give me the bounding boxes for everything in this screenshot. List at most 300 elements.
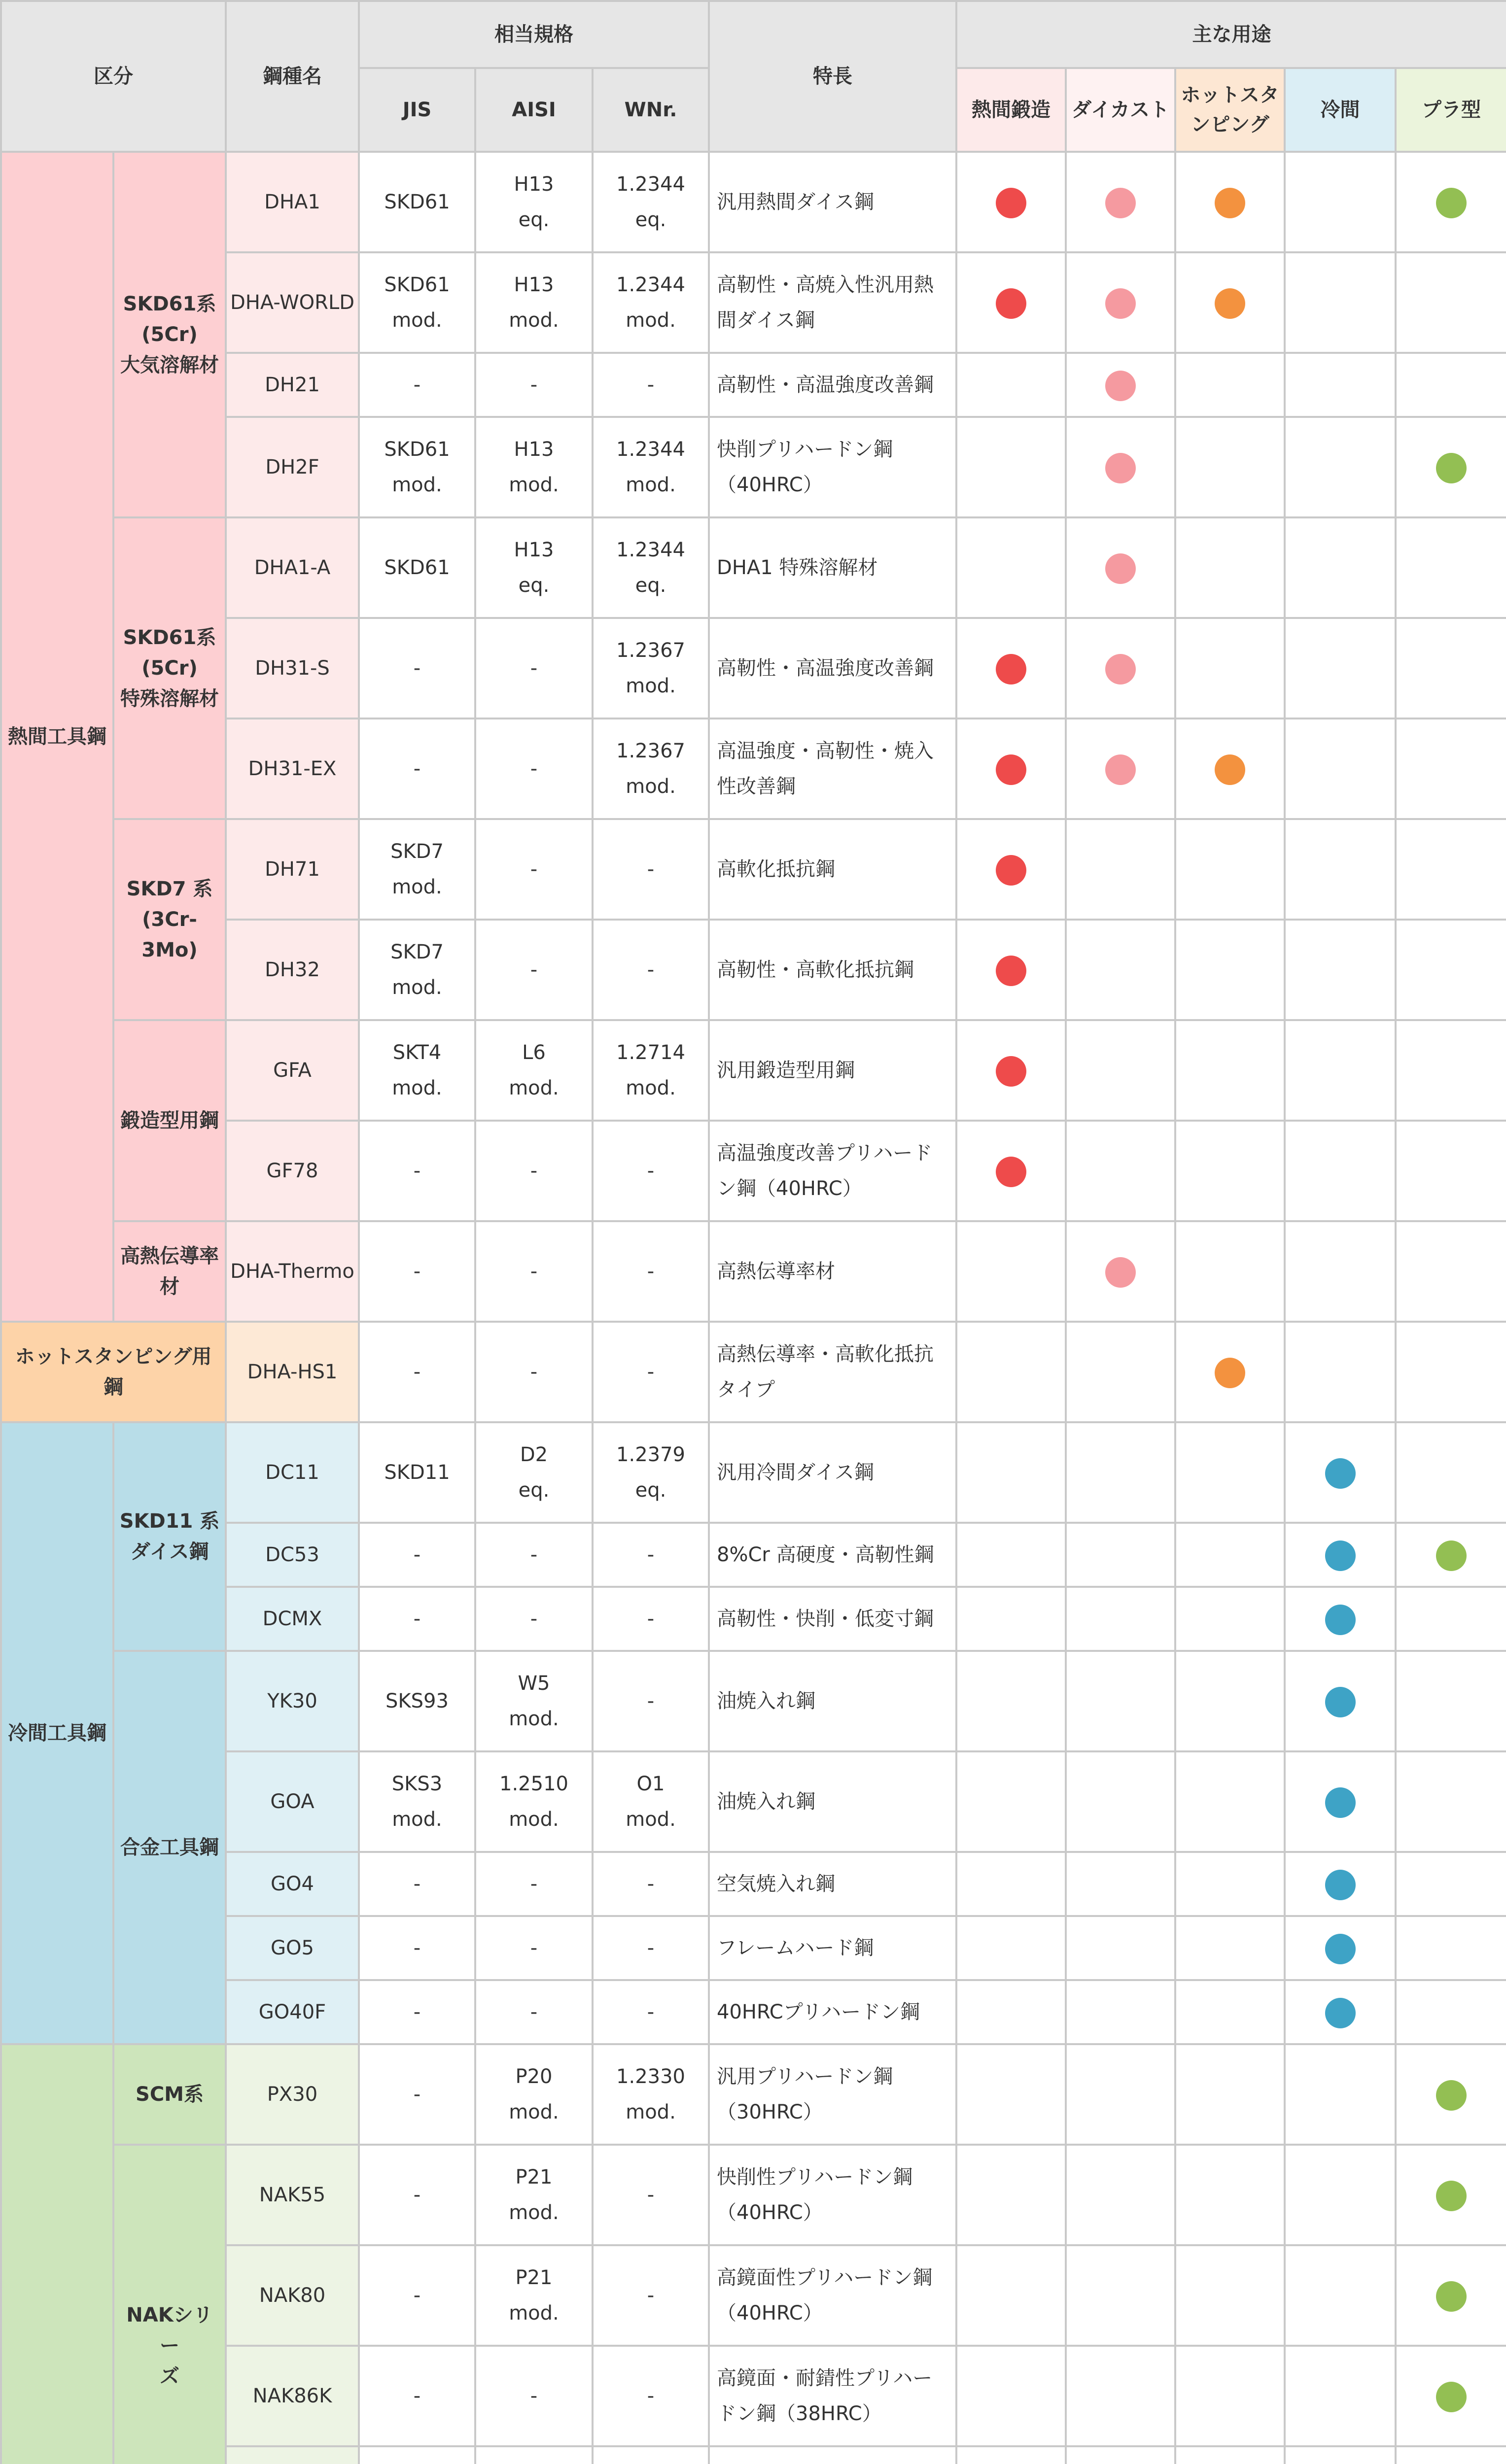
- subcategory-forging: [113, 1020, 226, 1221]
- use-cell-0: [956, 1523, 1066, 1587]
- feature-text-text: 高鏡面性プリハードン鋼 （40HRC）: [717, 2266, 933, 2325]
- use-cell-1: [1066, 152, 1175, 252]
- header-aisi-text: AISI: [512, 99, 556, 121]
- wnr-value: [593, 920, 709, 1020]
- use-cell-3: [1285, 2245, 1396, 2346]
- feature-text-text: 汎用プリハードン鋼 （30HRC）: [717, 2065, 893, 2123]
- feature-text-text: 高熱伝導率・高軟化抵抗タイプ: [717, 1343, 934, 1401]
- jis-value-text: SKD61: [384, 556, 450, 579]
- use-cell-3: [1285, 152, 1396, 252]
- feature-text: [709, 1751, 956, 1852]
- aisi-value: [475, 1523, 593, 1587]
- use-cell-3: [1285, 1523, 1396, 1587]
- steel-name: [226, 1587, 359, 1651]
- table-row: [1, 2245, 1506, 2346]
- use-cell-3: [1285, 2446, 1396, 2464]
- feature-text: [709, 1020, 956, 1121]
- use-cell-1: [1066, 417, 1175, 517]
- jis-value: [359, 1020, 475, 1121]
- steel-name: [226, 2044, 359, 2145]
- jis-value-text: -: [413, 1543, 421, 1566]
- steel-name: [226, 1751, 359, 1852]
- subcategory-forging-text: 鍛造型用鋼: [120, 1109, 219, 1132]
- subcategory-skd61_air-text: SKD61系 (5Cr) 大気溶解材: [120, 293, 219, 376]
- jis-value-text: -: [413, 2083, 421, 2106]
- steel-name-text: DH21: [265, 374, 320, 396]
- usage-dot: [996, 288, 1026, 319]
- category-hot_stamp: [1, 1322, 226, 1422]
- wnr-value: [593, 1020, 709, 1121]
- use-cell-0: [956, 1322, 1066, 1422]
- wnr-value-text: -: [647, 1361, 655, 1383]
- header-jis: [359, 68, 475, 152]
- table-row: [1, 819, 1506, 920]
- use-cell-3: [1285, 2145, 1396, 2245]
- aisi-value: [475, 1322, 593, 1422]
- use-cell-2: [1175, 1852, 1285, 1916]
- aisi-value: [475, 1020, 593, 1121]
- aisi-value-text: -: [530, 2001, 538, 2023]
- use-cell-1: [1066, 517, 1175, 618]
- use-cell-3: [1285, 1121, 1396, 1221]
- wnr-value: [593, 2044, 709, 2145]
- header-category-text: 区分: [94, 65, 133, 88]
- subcategory-skd7: [113, 819, 226, 1020]
- table-row: [1, 618, 1506, 719]
- use-cell-1: [1066, 1121, 1175, 1221]
- use-cell-4: [1396, 618, 1506, 719]
- steel-name: [226, 2346, 359, 2446]
- aisi-value: [475, 1422, 593, 1523]
- steel-name-text: DHA-HS1: [247, 1361, 338, 1383]
- aisi-value-text: H13 eq.: [514, 173, 554, 231]
- feature-text: [709, 1121, 956, 1221]
- jis-value-text: -: [413, 1361, 421, 1383]
- use-cell-1: [1066, 618, 1175, 719]
- category-hot_work-text: 熱間工具鋼: [8, 725, 106, 748]
- wnr-value: [593, 1121, 709, 1221]
- use-cell-2: [1175, 1916, 1285, 1980]
- use-cell-2: [1175, 1422, 1285, 1523]
- subcategory-skd61_air: [113, 152, 226, 517]
- use-cell-3: [1285, 1651, 1396, 1751]
- steel-name: [226, 2446, 359, 2464]
- usage-dot: [996, 1056, 1026, 1087]
- usage-dot: [1436, 2080, 1467, 2111]
- use-cell-2: [1175, 1121, 1285, 1221]
- steel-name: [226, 353, 359, 417]
- use-cell-4: [1396, 1121, 1506, 1221]
- category-plastic: [1, 2044, 113, 2464]
- usage-dot: [1105, 754, 1136, 785]
- use-cell-0: [956, 1980, 1066, 2044]
- steel-name-text: DHA-WORLD: [230, 291, 355, 314]
- wnr-value-text: -: [647, 2184, 655, 2206]
- feature-text: [709, 417, 956, 517]
- use-cell-1: [1066, 353, 1175, 417]
- wnr-value-text: 1.2379 eq.: [616, 1443, 685, 1502]
- jis-value: [359, 2145, 475, 2245]
- wnr-value-text: -: [647, 2385, 655, 2407]
- aisi-value-text: P20 mod.: [509, 2065, 559, 2123]
- use-cell-2: [1175, 2245, 1285, 2346]
- use-cell-0: [956, 618, 1066, 719]
- wnr-value: [593, 252, 709, 353]
- feature-text-text: 高靭性・高軟化抵抗鋼: [717, 958, 914, 981]
- feature-text-text: 高鏡面・耐錆性プリハードン鋼（38HRC）: [717, 2367, 933, 2425]
- jis-value-text: -: [413, 657, 421, 680]
- aisi-value-text: 1.2510 mod.: [499, 1773, 568, 1831]
- table-row: [1, 152, 1506, 252]
- use-cell-2: [1175, 1322, 1285, 1422]
- steel-name-text: DCMX: [262, 1608, 322, 1630]
- header-features: [709, 1, 956, 152]
- steel-name-text: DH31-S: [255, 657, 330, 680]
- feature-text-text: 高靭性・高温強度改善鋼: [717, 657, 934, 680]
- use-cell-4: [1396, 1523, 1506, 1587]
- steel-name: [226, 1916, 359, 1980]
- jis-value-text: -: [413, 1873, 421, 1895]
- use-cell-3: [1285, 920, 1396, 1020]
- wnr-value-text: -: [647, 958, 655, 981]
- subcategory-skd7-text: SKD7 系 (3Cr-3Mo): [126, 878, 213, 961]
- table-row: [1, 920, 1506, 1020]
- wnr-value-text: -: [647, 2001, 655, 2023]
- use-cell-4: [1396, 2245, 1506, 2346]
- use-cell-1: [1066, 819, 1175, 920]
- use-cell-4: [1396, 2346, 1506, 2446]
- jis-value: [359, 1916, 475, 1980]
- aisi-value: [475, 618, 593, 719]
- feature-text: [709, 618, 956, 719]
- usage-dot: [1436, 188, 1467, 218]
- use-header-2: [1175, 68, 1285, 152]
- wnr-value-text: -: [647, 1873, 655, 1895]
- use-cell-3: [1285, 719, 1396, 819]
- aisi-value: [475, 1221, 593, 1322]
- steel-name: [226, 1221, 359, 1322]
- header-aisi: [475, 68, 593, 152]
- jis-value: [359, 152, 475, 252]
- usage-dot: [996, 855, 1026, 886]
- use-cell-2: [1175, 2446, 1285, 2464]
- jis-value-text: -: [413, 2284, 421, 2307]
- use-cell-0: [956, 252, 1066, 353]
- use-cell-4: [1396, 1422, 1506, 1523]
- steel-name: [226, 1422, 359, 1523]
- header-uses-text: 主な用途: [1192, 23, 1271, 46]
- feature-text: [709, 2145, 956, 2245]
- header-row-1: [1, 1, 1506, 68]
- wnr-value-text: 1.2330 mod.: [616, 2065, 685, 2123]
- wnr-value: [593, 517, 709, 618]
- aisi-value: [475, 2145, 593, 2245]
- jis-value: [359, 1322, 475, 1422]
- usage-dot: [1105, 553, 1136, 584]
- steel-name: [226, 517, 359, 618]
- aisi-value: [475, 1751, 593, 1852]
- wnr-value-text: -: [647, 1608, 655, 1630]
- use-cell-1: [1066, 1523, 1175, 1587]
- feature-text-text: 高温強度改善プリハードン鋼（40HRC）: [717, 1142, 933, 1200]
- jis-value: [359, 1523, 475, 1587]
- table-row: [1, 517, 1506, 618]
- usage-dot: [1105, 188, 1136, 218]
- jis-value: [359, 1751, 475, 1852]
- usage-dot: [1215, 188, 1245, 218]
- feature-text: [709, 353, 956, 417]
- wnr-value-text: -: [647, 1690, 655, 1712]
- usage-dot: [1325, 1934, 1356, 1964]
- use-cell-0: [956, 1221, 1066, 1322]
- use-cell-2: [1175, 1651, 1285, 1751]
- wnr-value-text: -: [647, 1260, 655, 1283]
- feature-text: [709, 252, 956, 353]
- aisi-value-text: -: [530, 1260, 538, 1283]
- use-cell-0: [956, 2245, 1066, 2346]
- feature-text: [709, 1980, 956, 2044]
- header-category: [1, 1, 226, 152]
- use-cell-3: [1285, 1322, 1396, 1422]
- use-cell-4: [1396, 719, 1506, 819]
- table-row: [1, 1751, 1506, 1852]
- wnr-value: [593, 1651, 709, 1751]
- wnr-value-text: 1.2714 mod.: [616, 1041, 685, 1099]
- steel-name-text: DHA1-A: [254, 556, 331, 579]
- usage-dot: [1325, 1458, 1356, 1489]
- table-row: [1, 1587, 1506, 1651]
- use-cell-1: [1066, 2245, 1175, 2346]
- jis-value-text: SKD61 mod.: [384, 438, 450, 496]
- use-cell-4: [1396, 417, 1506, 517]
- steel-name-text: DH2F: [265, 456, 319, 479]
- use-cell-0: [956, 1916, 1066, 1980]
- feature-text: [709, 1852, 956, 1916]
- use-cell-0: [956, 2346, 1066, 2446]
- use-cell-3: [1285, 417, 1396, 517]
- use-cell-1: [1066, 2446, 1175, 2464]
- steel-name: [226, 1523, 359, 1587]
- usage-dot: [1325, 1787, 1356, 1818]
- use-cell-3: [1285, 2044, 1396, 2145]
- usage-dot: [1325, 1687, 1356, 1717]
- aisi-value-text: -: [530, 1608, 538, 1630]
- jis-value-text: -: [413, 1608, 421, 1630]
- use-cell-1: [1066, 719, 1175, 819]
- aisi-value: [475, 252, 593, 353]
- feature-text-text: 高温強度・高靭性・焼入性改善鋼: [717, 740, 934, 798]
- use-cell-4: [1396, 353, 1506, 417]
- use-cell-2: [1175, 1221, 1285, 1322]
- jis-value: [359, 920, 475, 1020]
- wnr-value-text: 1.2367 mod.: [616, 740, 685, 798]
- aisi-value: [475, 2446, 593, 2464]
- use-cell-0: [956, 417, 1066, 517]
- aisi-value-text: -: [530, 1361, 538, 1383]
- subcategory-skd61_special: [113, 517, 226, 819]
- aisi-value-text: W5 mod.: [509, 1672, 559, 1730]
- jis-value-text: -: [413, 1937, 421, 1959]
- aisi-value-text: -: [530, 1937, 538, 1959]
- use-cell-0: [956, 1651, 1066, 1751]
- use-cell-1: [1066, 1852, 1175, 1916]
- feature-text: [709, 1916, 956, 1980]
- use-cell-0: [956, 353, 1066, 417]
- wnr-value: [593, 2245, 709, 2346]
- jis-value-text: -: [413, 374, 421, 396]
- table-row: [1, 1980, 1506, 2044]
- aisi-value-text: D2 eq.: [518, 1443, 550, 1502]
- jis-value-text: SKS3 mod.: [391, 1773, 443, 1831]
- use-cell-3: [1285, 1221, 1396, 1322]
- subcategory-scm-text: SCM系: [136, 2083, 204, 2106]
- steel-name-text: DC11: [265, 1461, 319, 1484]
- usage-dot: [1436, 1540, 1467, 1571]
- table-row: [1, 2346, 1506, 2446]
- use-cell-2: [1175, 417, 1285, 517]
- use-cell-2: [1175, 152, 1285, 252]
- steel-name: [226, 252, 359, 353]
- aisi-value: [475, 2346, 593, 2446]
- wnr-value: [593, 618, 709, 719]
- wnr-value: [593, 152, 709, 252]
- jis-value: [359, 1121, 475, 1221]
- aisi-value: [475, 1651, 593, 1751]
- table-row: [1, 1422, 1506, 1523]
- table-row: [1, 1651, 1506, 1751]
- subcategory-skd61_special-text: SKD61系 (5Cr) 特殊溶解材: [120, 626, 219, 710]
- use-cell-1: [1066, 1916, 1175, 1980]
- use-cell-0: [956, 920, 1066, 1020]
- jis-value-text: SKD7 mod.: [390, 840, 444, 898]
- feature-text: [709, 1221, 956, 1322]
- wnr-value-text: 1.2344 eq.: [616, 173, 685, 231]
- use-cell-2: [1175, 819, 1285, 920]
- subcategory-scm: [113, 2044, 226, 2145]
- jis-value-text: SKD11: [384, 1461, 450, 1484]
- feature-text-text: 高軟化抵抗鋼: [717, 858, 836, 881]
- use-header-3-text: 冷間: [1320, 99, 1360, 121]
- feature-text: [709, 2346, 956, 2446]
- use-cell-4: [1396, 1020, 1506, 1121]
- steel-name-text: GF78: [266, 1160, 318, 1182]
- subcategory-skd11-text: SKD11 系 ダイス鋼: [119, 1510, 220, 1563]
- aisi-value-text: -: [530, 1160, 538, 1182]
- steel-name-text: NAK55: [259, 2184, 326, 2206]
- feature-text: [709, 1523, 956, 1587]
- aisi-value-text: -: [530, 958, 538, 981]
- aisi-value: [475, 152, 593, 252]
- usage-dot: [1436, 2281, 1467, 2312]
- use-cell-3: [1285, 1587, 1396, 1651]
- aisi-value: [475, 2044, 593, 2145]
- jis-value: [359, 2245, 475, 2346]
- usage-dot: [1436, 2181, 1467, 2211]
- steel-name: [226, 719, 359, 819]
- use-header-0-text: 熱間鍛造: [972, 99, 1051, 121]
- feature-text-text: 高靭性・快削・低変寸鋼: [717, 1608, 934, 1630]
- feature-text-text: 汎用鍛造型用鋼: [717, 1059, 855, 1082]
- jis-value-text: -: [413, 757, 421, 780]
- use-cell-4: [1396, 1916, 1506, 1980]
- use-cell-4: [1396, 1852, 1506, 1916]
- jis-value-text: -: [413, 2001, 421, 2023]
- use-cell-0: [956, 2044, 1066, 2145]
- aisi-value-text: H13 eq.: [514, 539, 554, 597]
- category-hot_stamp-text: ホットスタンピング用鋼: [15, 1345, 212, 1399]
- usage-dot: [996, 654, 1026, 684]
- wnr-value: [593, 2446, 709, 2464]
- feature-text: [709, 152, 956, 252]
- use-cell-1: [1066, 252, 1175, 353]
- wnr-value-text: -: [647, 1160, 655, 1182]
- use-header-1: [1066, 68, 1175, 152]
- jis-value: [359, 517, 475, 618]
- usage-dot: [1105, 371, 1136, 401]
- use-cell-3: [1285, 1980, 1396, 2044]
- use-cell-0: [956, 517, 1066, 618]
- use-cell-1: [1066, 1980, 1175, 2044]
- aisi-value-text: -: [530, 657, 538, 680]
- wnr-value: [593, 1852, 709, 1916]
- feature-text: [709, 819, 956, 920]
- header-wnr: [593, 68, 709, 152]
- steel-name: [226, 1651, 359, 1751]
- jis-value: [359, 618, 475, 719]
- jis-value: [359, 819, 475, 920]
- use-cell-3: [1285, 2346, 1396, 2446]
- steel-name-text: YK30: [267, 1690, 317, 1712]
- aisi-value-text: -: [530, 858, 538, 881]
- jis-value: [359, 1221, 475, 1322]
- use-cell-0: [956, 152, 1066, 252]
- use-cell-1: [1066, 2044, 1175, 2145]
- subcategory-high_conduct-text: 高熱伝導率 材: [120, 1245, 219, 1298]
- category-hot_work: [1, 152, 113, 1322]
- steel-name-text: DH32: [265, 958, 320, 981]
- use-cell-4: [1396, 2044, 1506, 2145]
- jis-value-text: SKD7 mod.: [390, 941, 444, 999]
- wnr-value-text: -: [647, 1543, 655, 1566]
- wnr-value: [593, 819, 709, 920]
- steel-name-text: DH31-EX: [248, 757, 337, 780]
- use-cell-4: [1396, 152, 1506, 252]
- usage-dot: [1436, 453, 1467, 483]
- steel-name: [226, 1020, 359, 1121]
- aisi-value-text: P21 mod.: [509, 2266, 559, 2325]
- wnr-value: [593, 1422, 709, 1523]
- wnr-value-text: O1 mod.: [626, 1773, 676, 1831]
- use-cell-2: [1175, 1020, 1285, 1121]
- use-cell-0: [956, 2145, 1066, 2245]
- steel-name-text: GFA: [273, 1059, 312, 1082]
- subcategory-alloy_tool-text: 合金工具鋼: [120, 1836, 219, 1859]
- use-cell-4: [1396, 517, 1506, 618]
- jis-value-text: SKD61 mod.: [384, 274, 450, 332]
- usage-dot: [1325, 1540, 1356, 1571]
- use-cell-1: [1066, 1322, 1175, 1422]
- wnr-value: [593, 1916, 709, 1980]
- use-cell-4: [1396, 1980, 1506, 2044]
- use-cell-4: [1396, 1221, 1506, 1322]
- jis-value-text: SKT4 mod.: [392, 1041, 442, 1099]
- usage-dot: [1215, 1358, 1245, 1388]
- feature-text: [709, 1651, 956, 1751]
- use-cell-3: [1285, 353, 1396, 417]
- use-cell-1: [1066, 2346, 1175, 2446]
- aisi-value-text: H13 mod.: [509, 438, 559, 496]
- use-cell-0: [956, 2446, 1066, 2464]
